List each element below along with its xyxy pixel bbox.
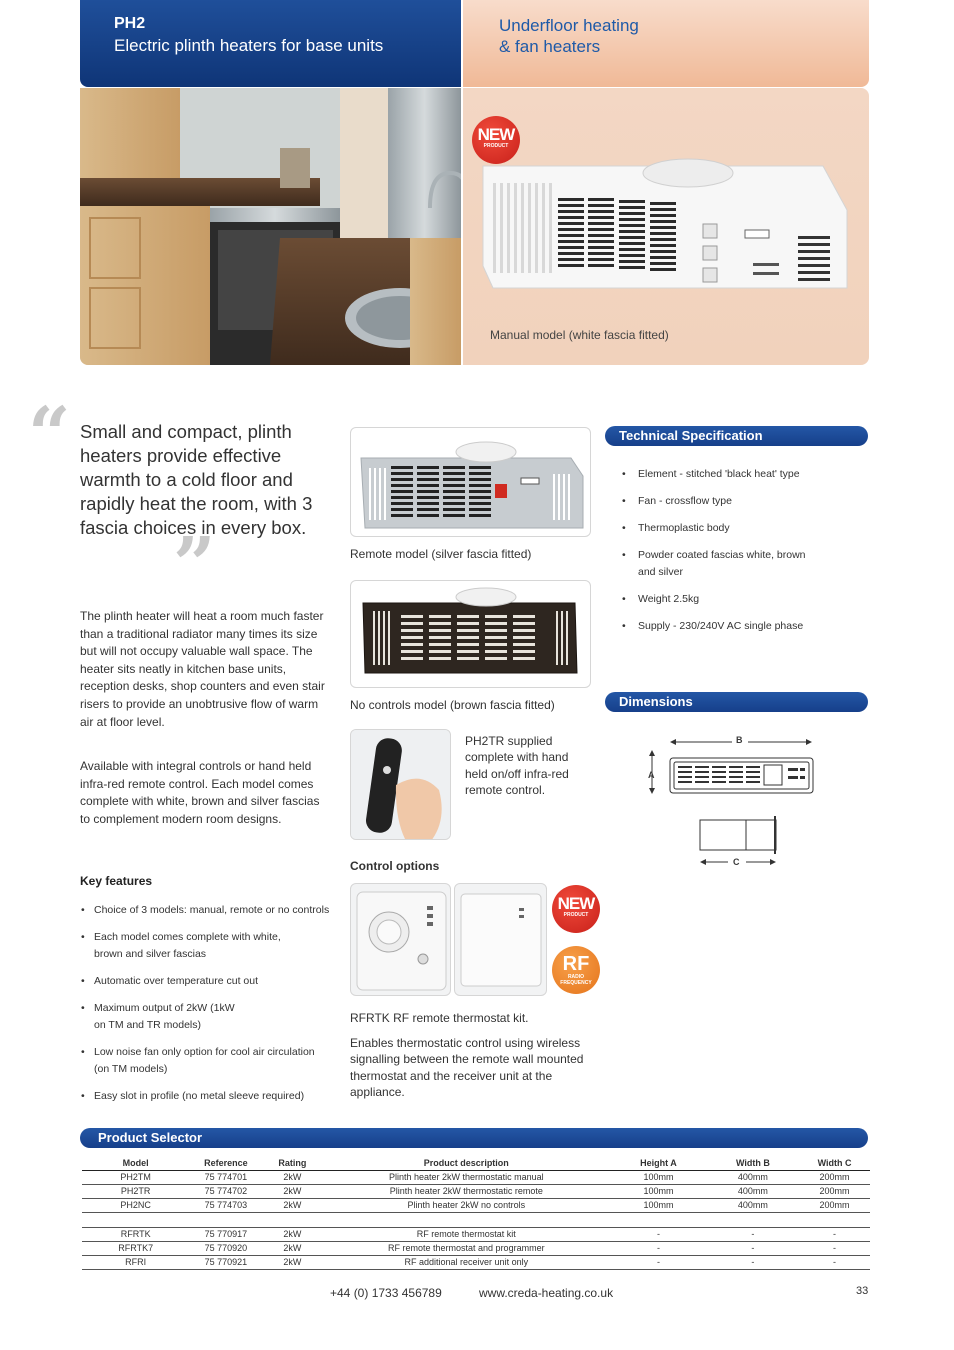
product-code: PH2 — [114, 15, 146, 32]
control-options-title: Control options — [350, 859, 440, 873]
list-item: • Supply - 230/240V AC single phase — [622, 618, 862, 635]
column-header: Height A — [610, 1156, 707, 1170]
new-product-badge: NEW PRODUCT — [472, 116, 520, 164]
column-header: Rating — [262, 1156, 322, 1170]
thermostat-image — [350, 883, 451, 996]
dimensions-diagram — [640, 730, 840, 880]
footer-website-link[interactable]: www.creda-heating.co.uk — [479, 1286, 614, 1300]
intro-paragraph-2: Available with integral controls or hand held infra-red remote control. Each model comes complete with white, brown and silver fascias to complement modern room designs. — [80, 759, 320, 826]
receiver-image — [454, 883, 547, 996]
dimensions-title: Dimensions — [605, 692, 868, 712]
list-item: • Automatic over temperature cut out — [80, 973, 340, 990]
intro-paragraph-1: The plinth heater will heat a room much faster than a traditional radiator many times its size but will not occupy valuable wall space. The heater sits neatly in kitchen base units, reception desks, shop counters and even stair risers to provide an unobtrusive flow of warm air at floor level. — [80, 609, 325, 729]
column-header: Width C — [799, 1156, 870, 1170]
pull-quote: Small and compact, plinth heaters provide effective warmth to a cold floor and rapidly heat the room, with 3 fascia choices in every box. — [80, 421, 313, 538]
dimension-a-label: A — [648, 770, 655, 780]
section-title: Underfloor heating & fan heaters — [499, 16, 639, 56]
page-number: 33 — [856, 1285, 869, 1297]
remote-control-text: PH2TR supplied complete with hand held on/off infra-red remote control. — [465, 734, 569, 798]
key-features-title: Key features — [80, 874, 153, 888]
footer-phone: +44 (0) 1733 456789 — [330, 1286, 442, 1300]
remote-control-image — [350, 729, 451, 840]
list-item: • Powder coated fascias white, brown and silver — [622, 547, 822, 581]
table-row: PH2NC 75 774703 2kW Plinth heater 2kW no controls 100mm 400mm 200mm — [82, 1198, 870, 1212]
list-item: • Maximum output of 2kW (1kW on TM and TR models) — [80, 1000, 240, 1035]
table-row: RFRI 75 770921 2kW RF additional receiver unit only - - - — [82, 1255, 870, 1269]
list-item: • Choice of 3 models: manual, remote or no controls — [80, 902, 340, 919]
tech-spec-list — [622, 466, 862, 645]
remote-model-caption: Remote model (silver fascia fitted) — [350, 547, 532, 561]
list-item: • Thermoplastic body — [622, 520, 862, 537]
list-item: • Each model comes complete with white, brown and silver fascias — [80, 929, 290, 964]
open-quote-mark: “ — [28, 392, 71, 478]
product-selector-table — [82, 1156, 870, 1270]
header-title-block — [80, 0, 461, 87]
table-spacer-row — [82, 1212, 870, 1227]
control-options-text: Enables thermostatic control using wireless signalling between the remote wall mounted thermostat and the receiver unit at the appliance. — [350, 1036, 584, 1100]
control-options-caption: RFRTK RF remote thermostat kit. — [350, 1011, 529, 1025]
column-header: Reference — [189, 1156, 262, 1170]
plinth-heater-image — [463, 88, 869, 365]
tech-spec-title: Technical Specification — [605, 426, 868, 446]
remote-model-image — [350, 427, 591, 537]
product-title: Electric plinth heaters for base units — [114, 36, 384, 55]
table-row: PH2TM 75 774701 2kW Plinth heater 2kW thermostatic manual 100mm 400mm 200mm — [82, 1170, 870, 1184]
new-product-badge: NEW PRODUCT — [552, 885, 600, 933]
radio-frequency-badge: RF RADIO FREQUENCY — [552, 946, 600, 994]
column-header: Product description — [322, 1156, 610, 1170]
column-header: Model — [82, 1156, 189, 1170]
table-row: PH2TR 75 774702 2kW Plinth heater 2kW thermostatic remote 100mm 400mm 200mm — [82, 1184, 870, 1198]
key-features-list — [80, 902, 340, 1115]
dimension-c-label: C — [733, 857, 740, 867]
dimension-b-label: B — [736, 735, 743, 745]
list-item: • Easy slot in profile (no metal sleeve required) — [80, 1088, 340, 1105]
hero-caption: Manual model (white fascia fitted) — [490, 328, 669, 342]
list-item: • Weight 2.5kg — [622, 591, 862, 608]
table-row: RFRTK7 75 770920 2kW RF remote thermostat and programmer - - - — [82, 1241, 870, 1255]
table-header-row — [82, 1156, 870, 1170]
column-header: Width B — [707, 1156, 799, 1170]
table-row: RFRTK 75 770917 2kW RF remote thermostat kit - - - — [82, 1227, 870, 1241]
no-controls-model-image — [350, 580, 591, 688]
list-item: • Element - stitched 'black heat' type — [622, 466, 862, 483]
header-section-block — [463, 0, 869, 87]
no-controls-caption: No controls model (brown fascia fitted) — [350, 698, 555, 712]
list-item: • Low noise fan only option for cool air circulation (on TM models) — [80, 1044, 330, 1079]
kitchen-photo — [80, 88, 461, 365]
product-selector-title: Product Selector — [80, 1128, 868, 1148]
close-quote-mark: ” — [173, 522, 216, 608]
list-item: • Fan - crossflow type — [622, 493, 862, 510]
hero-heater-panel — [463, 88, 869, 365]
